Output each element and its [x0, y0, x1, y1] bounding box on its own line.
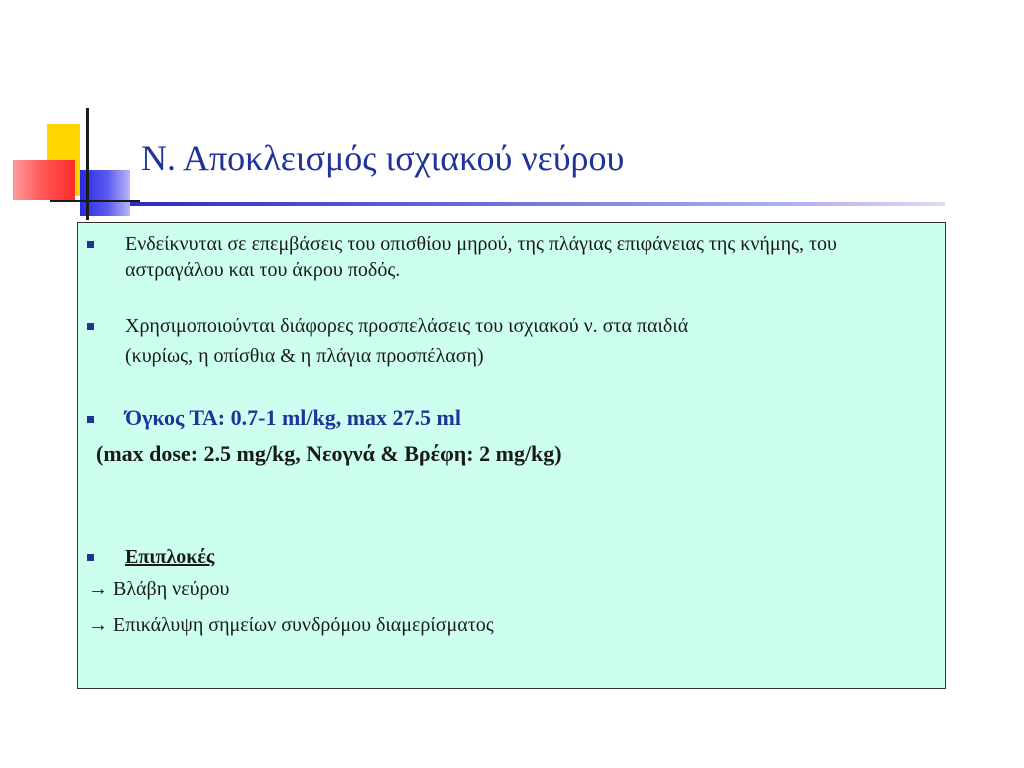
complications-heading: Επιπλοκές — [125, 546, 215, 568]
bullet-text: Ενδείκνυται σε επεμβάσεις του οπισθίου μηρού, της πλάγιας επιφάνειας της κνήμης, του αστραγάλου και του άκρου ποδός. — [125, 233, 837, 281]
max-dose-note: (max dose: 2.5 mg/kg, Νεογνά & Βρέφη: 2 mg/kg) — [96, 441, 562, 466]
content-box — [77, 222, 946, 689]
bullet-square-icon — [87, 241, 94, 248]
bullet-square-icon — [87, 416, 94, 423]
complication-compartment-syndrome: → Επικάλυψη σημείων συνδρόμου διαμερίσματος — [88, 614, 494, 636]
bullet-text-line-1: Χρησιμοποιούνται διάφορες προσπελάσεις του ισχιακού ν. στα παιδιά — [125, 315, 689, 337]
logo-vertical-line — [86, 108, 89, 220]
logo-red-square — [13, 160, 75, 200]
complication-nerve-injury: → Βλάβη νεύρου — [88, 578, 230, 600]
volume-text: Όγκος ΤΑ: 0.7-1 ml/kg, max 27.5 ml — [125, 405, 461, 430]
title-underline-rule — [130, 202, 945, 206]
bullet-square-icon — [87, 554, 94, 561]
bullet-text-line-2: (κυρίως, η οπίσθια & η πλάγια προσπέλαση) — [125, 345, 484, 367]
logo-horizontal-line — [50, 200, 140, 202]
bullet-square-icon — [87, 323, 94, 330]
slide-title: Ν. Αποκλεισμός ισχιακού νεύρου — [141, 138, 625, 178]
